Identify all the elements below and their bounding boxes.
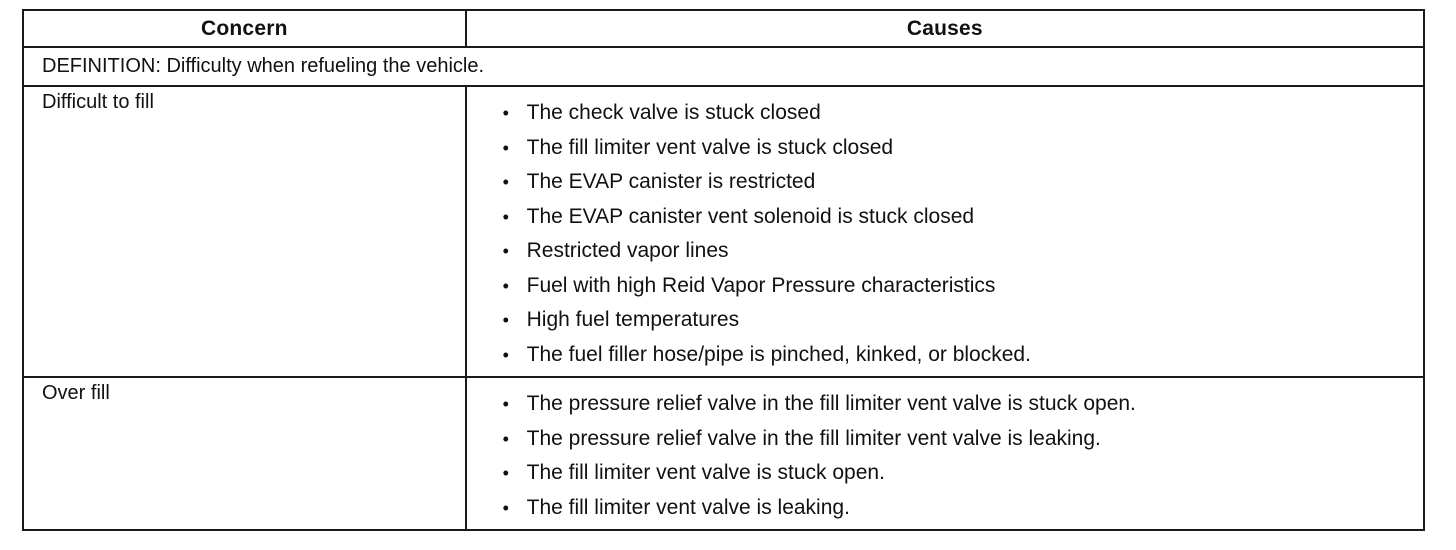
list-item	[503, 269, 1423, 304]
cause-text: Restricted vapor lines	[526, 239, 729, 262]
list-item	[503, 200, 1423, 235]
concern-causes-table	[22, 9, 1425, 531]
concern-header: Concern	[23, 10, 466, 47]
list-item	[503, 491, 1423, 526]
bullet-icon: •	[502, 463, 509, 483]
bullet-icon: •	[502, 137, 509, 158]
cause-text: The fill limiter vent valve is stuck open.	[526, 461, 885, 484]
cause-text: The check valve is stuck closed	[526, 101, 821, 124]
causes-header: Causes	[466, 10, 1424, 47]
list-item	[503, 387, 1423, 422]
list-item	[503, 456, 1423, 491]
bullet-icon: •	[502, 310, 509, 330]
list-item	[503, 234, 1423, 269]
table-row	[23, 86, 1424, 377]
cause-text: The EVAP canister vent solenoid is stuck closed	[526, 204, 975, 228]
bullet-icon: •	[502, 394, 509, 414]
definition-text: DEFINITION: Difficulty when refueling the vehicle.	[23, 47, 1424, 86]
cause-text: High fuel temperatures	[526, 308, 740, 331]
concern-cell: Difficult to fill	[23, 86, 466, 377]
list-item	[503, 422, 1423, 457]
cause-text: The pressure relief valve in the fill limiter vent valve is stuck open.	[526, 392, 1136, 415]
causes-cell	[466, 377, 1424, 530]
bullet-icon: •	[502, 428, 509, 449]
bullet-icon: •	[502, 241, 509, 261]
cause-text: The fill limiter vent valve is stuck closed	[526, 135, 894, 159]
header-row	[23, 10, 1424, 47]
list-item	[503, 131, 1423, 166]
list-item	[503, 338, 1423, 373]
cause-text: Fuel with high Reid Vapor Pressure characteristics	[526, 273, 996, 297]
bullet-icon: •	[502, 206, 509, 227]
definition-row	[23, 47, 1424, 86]
cause-text: The fill limiter vent valve is leaking.	[526, 495, 850, 519]
cause-text: The pressure relief valve in the fill limiter vent valve is leaking.	[526, 426, 1101, 450]
concern-cell: Over fill	[23, 377, 466, 530]
causes-list	[467, 387, 1423, 525]
cause-text: The fuel filler hose/pipe is pinched, kinked, or blocked.	[526, 342, 1031, 366]
bullet-icon: •	[502, 172, 509, 192]
bullet-icon: •	[502, 344, 509, 365]
table-row	[23, 377, 1424, 530]
bullet-icon: •	[502, 275, 509, 296]
list-item	[503, 303, 1423, 338]
bullet-icon: •	[502, 497, 509, 518]
causes-cell	[466, 86, 1424, 377]
cause-text: The EVAP canister is restricted	[526, 170, 816, 193]
list-item	[503, 165, 1423, 200]
causes-list	[467, 96, 1423, 372]
bullet-icon: •	[502, 103, 509, 123]
list-item	[503, 96, 1423, 131]
